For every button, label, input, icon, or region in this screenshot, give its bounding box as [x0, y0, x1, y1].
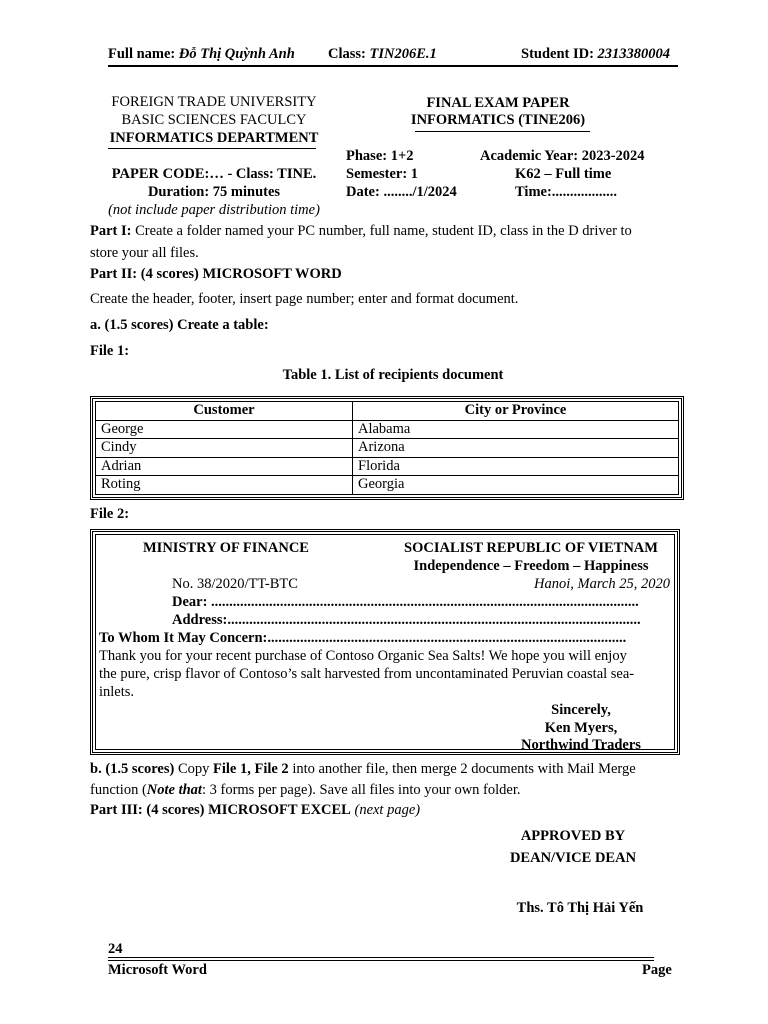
table-row: [96, 476, 679, 495]
table-row: [96, 457, 679, 476]
exam-title-rule: [415, 131, 590, 132]
fullname: [108, 46, 295, 63]
letter-motto: Independence – Freedom – Happiness: [413, 558, 649, 574]
part2a-heading: a. (1.5 scores) Create a table:: [90, 317, 269, 333]
phase: Phase: 1+2: [346, 148, 414, 164]
letter-concern: To Whom It May Concern:...................................................................................................: [99, 630, 627, 646]
letter-place-date: Hanoi, March 25, 2020: [534, 576, 670, 592]
file2-label: File 2:: [90, 506, 130, 522]
letter-ministry: MINISTRY OF FINANCE: [143, 540, 309, 556]
file1-label: File 1:: [90, 343, 130, 359]
cell-customer: Adrian: [96, 457, 353, 476]
cohort: K62 – Full time: [515, 166, 612, 182]
faculty-name: BASIC SCIENCES FACULCY: [121, 112, 307, 128]
duration: Duration: 75 minutes: [147, 184, 281, 200]
letter-inner: [95, 534, 675, 753]
dean-title: DEAN/VICE DEAN: [509, 850, 637, 866]
letter-number: No. 38/2020/TT-BTC: [172, 576, 298, 592]
header-rule: [108, 65, 678, 67]
recipients-table-frame: [90, 396, 684, 500]
table-row: [96, 420, 679, 439]
cell-city: Florida: [353, 457, 679, 476]
letter-body-line2: the pure, crisp flavor of Contoso’s salt harvested from uncontaminated Peruvian coastal sea-: [99, 666, 635, 682]
table-title: Table 1. List of recipients document: [282, 367, 504, 383]
department-rule: [108, 148, 316, 149]
header-city: City or Province: [353, 402, 679, 421]
footer-right: Page: [642, 962, 672, 978]
footer-rule-bottom: [108, 960, 654, 961]
page-number: 24: [108, 941, 123, 957]
letter-sincerely: Sincerely,: [551, 702, 611, 718]
paper-code: PAPER CODE:… - Class: TINE.: [111, 166, 317, 182]
student-id-label: Student ID:: [521, 46, 594, 62]
academic-year: Academic Year: 2023-2024: [480, 148, 645, 164]
part2-intro: Create the header, footer, insert page number; enter and format document.: [90, 291, 519, 307]
letter-dear: Dear: ......................................................................................................................: [172, 594, 639, 610]
student-id: [521, 46, 670, 63]
duration-note: (not include paper distribution time): [108, 202, 320, 218]
letter-body-line3: inlets.: [99, 684, 135, 700]
part2b-line2: function (Note that: 3 forms per page). Save all files into your own folder.: [90, 782, 521, 798]
cell-city: Arizona: [353, 439, 679, 458]
approver-name: Ths. Tô Thị Hải Yến: [516, 900, 644, 916]
header-customer: Customer: [96, 402, 353, 421]
exam-subject: INFORMATICS (TINE206): [410, 112, 586, 128]
letter-company: Northwind Traders: [521, 737, 641, 753]
footer-left: Microsoft Word: [108, 962, 207, 978]
letter-address: Address:..................................................................................................................: [172, 612, 641, 628]
footer-rule-top: [108, 957, 654, 958]
student-id-value: 2313380004: [597, 46, 671, 62]
approved-by: APPROVED BY: [520, 828, 626, 844]
part1-line1: Part I: Create a folder named your PC number, full name, student ID, class in the D driver to: [90, 223, 632, 239]
part3-heading: Part III: (4 scores) MICROSOFT EXCEL (next page): [90, 802, 421, 818]
recipients-table: [95, 401, 679, 495]
part1-line2: store your all files.: [90, 245, 199, 261]
letter-signer: Ken Myers,: [544, 720, 618, 736]
fullname-value: Đỗ Thị Quỳnh Anh: [178, 46, 295, 62]
letter-frame: [90, 529, 680, 755]
cell-city: Alabama: [353, 420, 679, 439]
part2-heading: Part II: (4 scores) MICROSOFT WORD: [90, 266, 342, 282]
part1-label: Part I:: [90, 223, 132, 239]
university-name: FOREIGN TRADE UNIVERSITY: [111, 94, 317, 110]
exam-title: FINAL EXAM PAPER: [426, 95, 570, 111]
table-header-row: [96, 402, 679, 421]
class-value: TIN206E.1: [369, 46, 437, 62]
class-label: Class:: [328, 46, 366, 62]
part2b-line1: b. (1.5 scores) Copy File 1, File 2 into another file, then merge 2 documents with Mail Merge: [90, 761, 636, 777]
exam-time: Time:..................: [515, 184, 618, 200]
department-name: INFORMATICS DEPARTMENT: [109, 130, 319, 146]
cell-customer: Roting: [96, 476, 353, 495]
letter-republic: SOCIALIST REPUBLIC OF VIETNAM: [404, 540, 658, 556]
cell-customer: George: [96, 420, 353, 439]
cell-customer: Cindy: [96, 439, 353, 458]
exam-date: Date: ......../1/2024: [346, 184, 457, 200]
semester: Semester: 1: [346, 166, 419, 182]
fullname-label: Full name:: [108, 46, 176, 62]
class-info: [328, 46, 437, 63]
cell-city: Georgia: [353, 476, 679, 495]
letter-body-line1: Thank you for your recent purchase of Contoso Organic Sea Salts! We hope you will enjoy: [99, 648, 627, 664]
table-row: [96, 439, 679, 458]
